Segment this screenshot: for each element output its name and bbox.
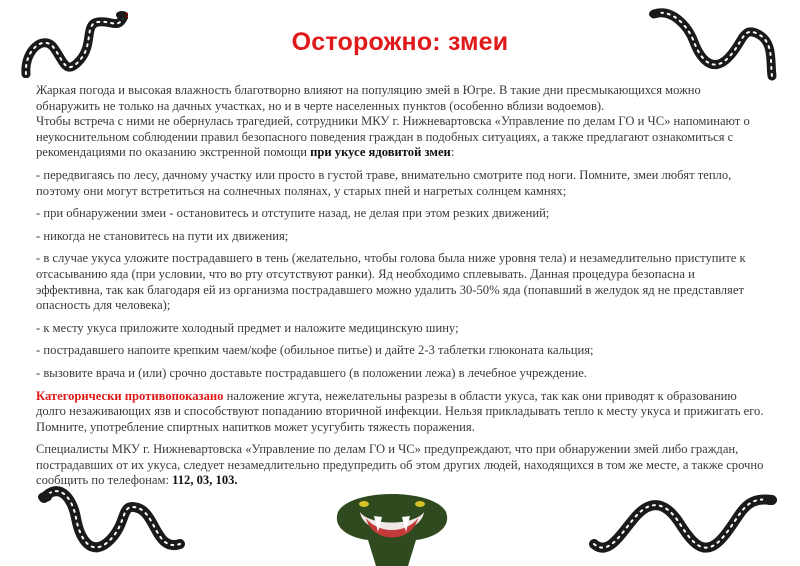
warning-paragraph bbox=[36, 389, 764, 420]
rule-item: - пострадавшего напоите крепким чаем/кофе (обильное питье) и дайте 2-3 таблетки глюконата кальция; bbox=[36, 343, 594, 358]
article-body bbox=[36, 83, 764, 489]
rule-item: - при обнаружении змеи - остановитесь и отступите назад, не делая при этом резких движений; bbox=[36, 206, 550, 221]
intro-paragraph-2 bbox=[36, 114, 764, 161]
closing-text: Специалисты МКУ г. Нижневартовска «Управление по делам ГО и ЧС» предупреждают, что при обнаружении змей либо граждан, пострадавших от их укуса, следует незамедлительно предупредить об этом других людей, находящихся в том же месте, а также срочно сообщить по телефонам: bbox=[36, 442, 764, 488]
cobra-head-icon bbox=[330, 482, 454, 566]
warning-label: Категорически противопоказано bbox=[36, 388, 224, 403]
alcohol-note: Помните, употребление спиртных напитков может усугубить тяжесть поражения. bbox=[36, 419, 475, 434]
emergency-phones: 112, 03, 103. bbox=[172, 473, 238, 488]
intro-paragraph-2-text: Чтобы встреча с ними не обернулась трагедией, сотрудники МКУ г. Нижневартовска «Управление по делам ГО и ЧС» напоминают о неукоснительном соблюдении правил безопасного поведения граждан в подобных ситуациях, а также предлагают ознакомиться с рекомендациями по оказанию экстренной помощи bbox=[36, 114, 750, 160]
rule-item: - к месту укуса приложите холодный предмет и наложите медицинскую шину; bbox=[36, 320, 459, 335]
rule-item: - вызовите врача и (или) срочно доставьте пострадавшего (в положении лежа) в лечебное учреждение. bbox=[36, 365, 587, 380]
page-title: Осторожно: змеи bbox=[291, 28, 509, 56]
snake-bottom-right-icon bbox=[588, 478, 778, 564]
rule-item: - передвигаясь по лесу, дачному участку или просто в густой траве, внимательно смотрите под ноги. Помните, змеи любят тепло, поэтому они могут встретиться на солнечных полянах, у старых пней и нагретых солнцем камнях; bbox=[36, 167, 732, 198]
bite-emphasis: при укусе ядовитой змеи bbox=[310, 145, 451, 160]
intro-paragraph-2-end: : bbox=[450, 145, 455, 160]
rule-item: - в случае укуса уложите пострадавшего в тень (желательно, чтобы голова была ниже уровня тела) и незамедлительно приступите к отсасыванию яда (при условии, что во рту отсутствуют ранки). Яд необходимо сплевывать. Данная процедура безопасна и эффективна, так как благодаря ей из организма пострадавшего можно удалить 30-50% яда (попавший в желудок яд не представляет опасность для человека); bbox=[36, 251, 746, 313]
intro-paragraph-1: Жаркая погода и высокая влажность благотворно влияют на популяцию змей в Югре. В такие дни пресмыкающихся можно обнаружить не только на дачных участках, но и в черте населенных пунктов (особенно вблизи водоемов). bbox=[36, 83, 701, 113]
snake-bottom-left-icon bbox=[36, 478, 186, 564]
warning-text: наложение жгута, нежелательны разрезы в области укуса, так как они приводят к образованию долго незаживающих язв и способствуют попаданию вторичной инфекции. Нельзя прикладывать тепло к месту укуса и прижигать его. bbox=[36, 388, 764, 419]
rule-item: - никогда не становитесь на пути их движения; bbox=[36, 228, 289, 243]
